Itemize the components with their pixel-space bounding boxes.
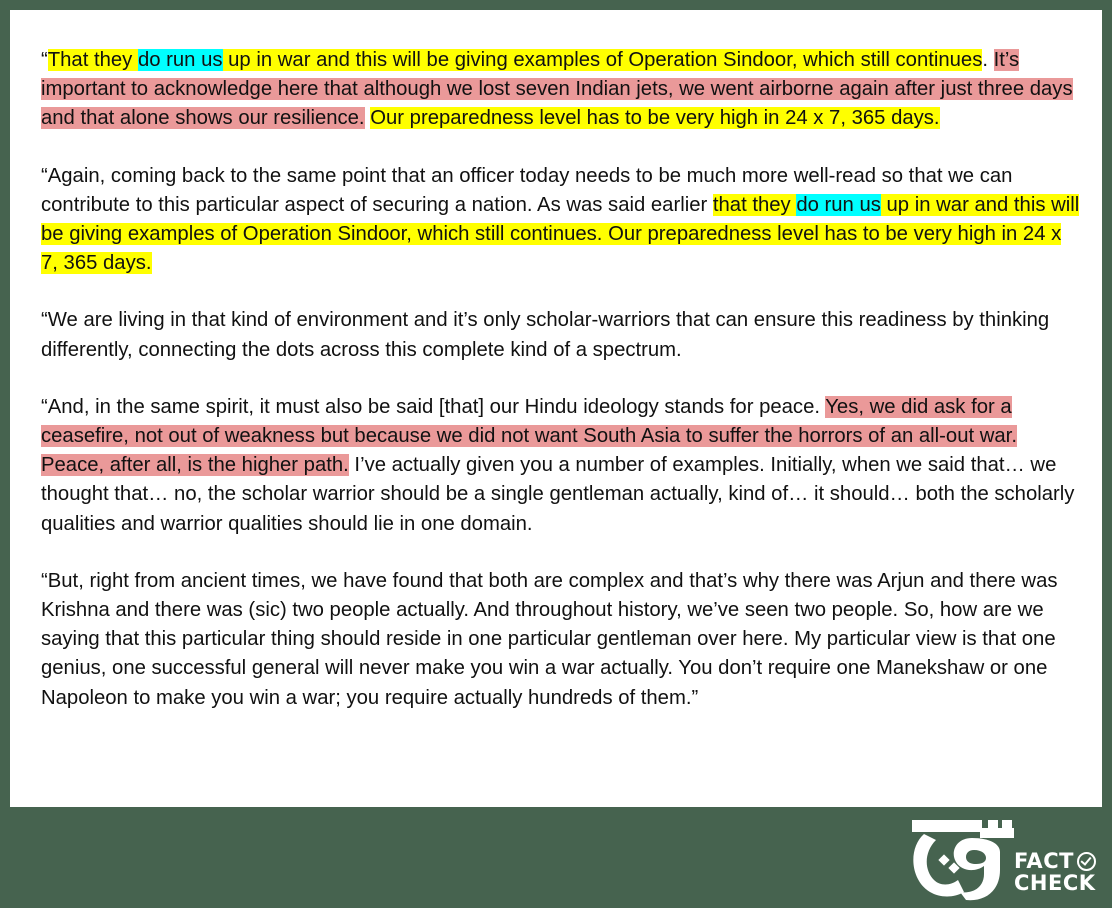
highlight-pink: It’s important to acknowledge here that although we lost seven Indian jets, we went airborne again after just three days and that alone shows our resilience.	[41, 49, 1073, 130]
quote-text	[41, 46, 1081, 741]
check-circle-icon	[1077, 852, 1096, 871]
fact-label: FACT	[1014, 849, 1074, 873]
highlight-yellow: that they	[712, 193, 797, 216]
t9-logo-icon	[910, 818, 1020, 902]
fact-check-logo	[910, 818, 1105, 902]
highlight-yellow: up in war and this will be giving examples of Operation Sindoor, which still continues	[222, 49, 983, 71]
check-label: CHECK	[1014, 871, 1096, 895]
highlight-cyan: do run us	[137, 49, 223, 71]
text-segment: “But, right from ancient times, we have found that both are complex and that’s why there was Arjun and there was Krishna and there was (sic) two people actually. And throughout history, we’ve seen two people. So, how are we saying that this particular thing should reside in one particular gentleman over here. My particular view is that one genius, one successful general will never make you win a war actually. You don’t require one Manekshaw or one Napoleon to make you win a war; you require actually hundreds of them.”	[41, 569, 1058, 709]
highlight-yellow: up in war and this will be giving examples of Operation Sindoor, which still continues. Our preparedness level has to be very high in 24 x 7, 365 days.	[41, 193, 1080, 275]
highlight-yellow: That they	[47, 49, 138, 71]
highlight-pink: Yes, we did ask for a ceasefire, not out of weakness but because we did not want South Asia to suffer the horrors of an all-out war. Peace, after all, is the higher path.	[41, 395, 1017, 477]
paragraph-3	[41, 306, 1081, 364]
paragraph-1	[41, 46, 1081, 134]
text-segment: “We are living in that kind of environment and it’s only scholar-warriors that can ensure this readiness by thinking differently, connecting the dots across this complete kind of a spectrum.	[41, 309, 1050, 361]
text-segment: .	[982, 49, 994, 71]
highlight-yellow: Our preparedness level has to be very high in 24 x 7, 365 days.	[370, 107, 940, 130]
text-segment: “And, in the same spirit, it must also be said [that] our Hindu ideology stands for peace.	[41, 395, 826, 418]
paragraph-4	[41, 393, 1081, 539]
highlight-cyan: do run us	[796, 193, 881, 216]
paragraph-2	[41, 162, 1081, 279]
quote-card	[10, 10, 1102, 807]
text-segment: “Again, coming back to the same point that an officer today needs to be much more well-read so that we can contribute to this particular aspect of securing a nation. As was said earlier	[41, 164, 1013, 216]
text-segment: I’ve actually given you a number of examples. Initially, when we said that… we thought that… no, the scholar warrior should be a single gentleman actually, kind of… it should… both the scholarly qualities and warrior qualities should lie in one domain.	[41, 454, 1075, 535]
text-segment: “	[41, 49, 48, 71]
paragraph-5	[41, 567, 1081, 713]
fact-check-wordmark	[1014, 850, 1096, 894]
